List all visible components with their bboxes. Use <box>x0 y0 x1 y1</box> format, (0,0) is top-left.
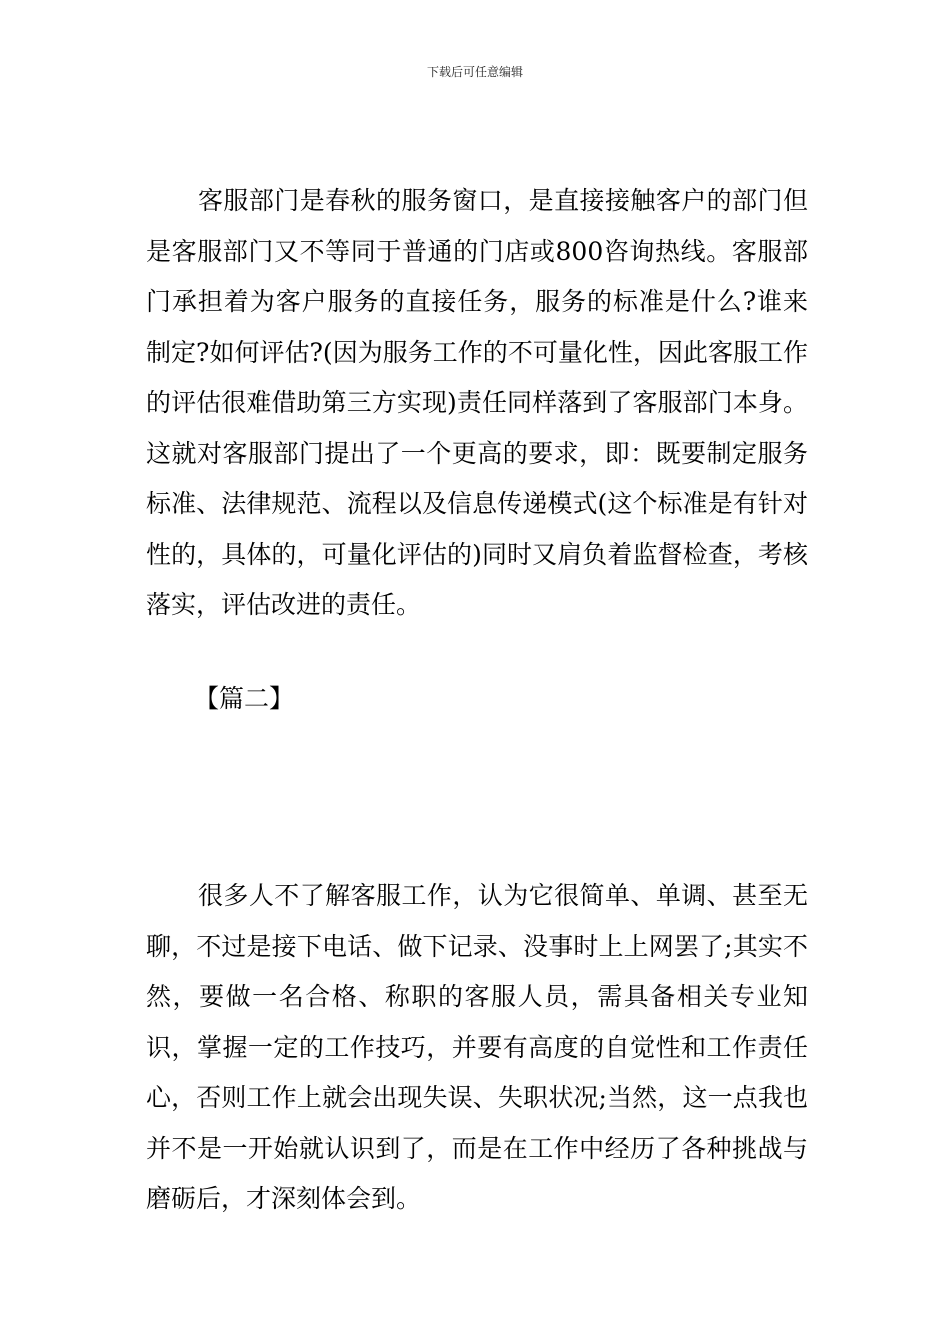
body-paragraph-2: 很多人不了解客服工作，认为它很简单、单调、甚至无聊，不过是接下电话、做下记录、没事时上上网罢了;其实不然，要做一名合格、称职的客服人员，需具备相关专业知识，掌握一定的工作技巧，并要有高度的自觉性和工作责任心，否则工作上就会出现失误、失职状况;当然，这一点我也并不是一开始就认识到了，而是在工作中经历了各种挑战与磨砺后，才深刻体会到。 <box>146 881 808 1213</box>
page-header-note: 下载后可任意编辑 <box>426 65 523 79</box>
body-paragraph-1: 客服部门是春秋的服务窗口，是直接接触客户的部门但是客服部门又不等同于普通的门店或800咨询热线。客服部门承担着为客户服务的直接任务，服务的标准是什么?谁来制定?如何评估?(因为服务工作的不可量化性，因此客服工作的评估很难借助第三方实现)责任同样落到了客服部门本身。这就对客服部门提出了一个更高的要求，即：既要制定服务标准、法律规范、流程以及信息传递模式(这个标准是有针对性的，具体的，可量化评估的)同时又肩负着监督检查，考核落实，评估改进的责任。 <box>146 186 808 619</box>
section-heading: 【篇二】 <box>194 684 295 713</box>
